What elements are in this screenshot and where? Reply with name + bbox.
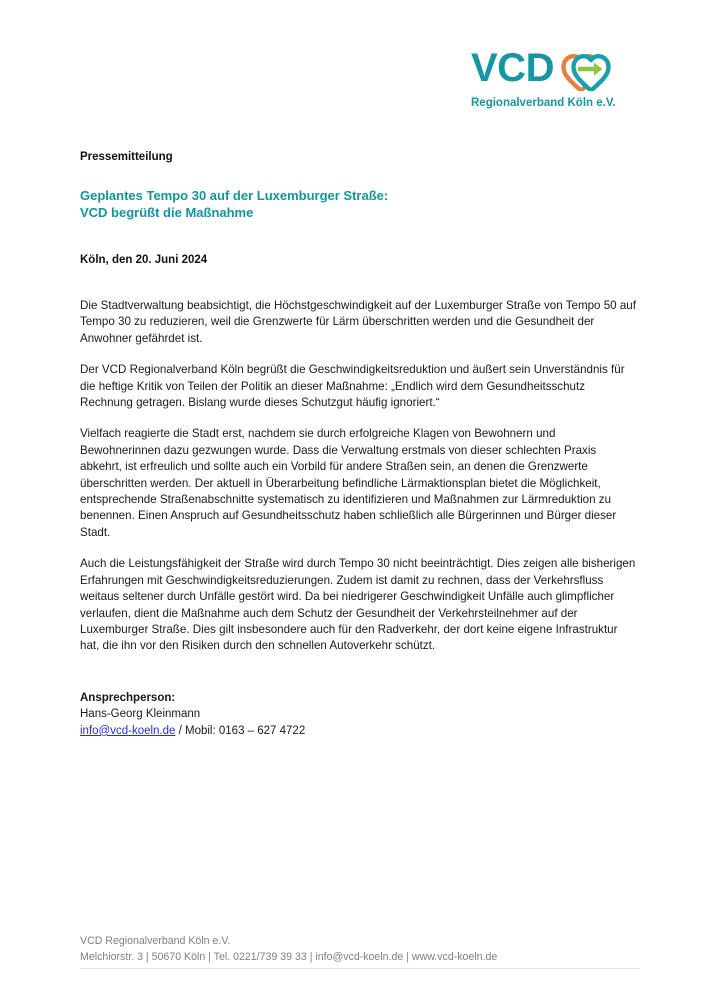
contact-email-line bbox=[80, 723, 500, 739]
page-footer bbox=[80, 934, 640, 965]
body-paragraph-3: Vielfach reagierte die Stadt erst, nachdem sie durch erfolgreiche Klagen von Bewohnern und Bewohnerinnen dazu gezwungen wurde. Dass die Verwaltung erstmals von dieser schlechten Praxis abkehrt, ist erfreulich und sollte auch ein Vorbild für andere Straßen sein, an denen die Grenzwerte überschritten werden. Der aktuell in Überarbeitung befindliche Lärmaktionsplan bietet die Möglichkeit, entsprechende Straßenabschnitte systematisch zu identifizieren und Maßnahmen zur Lärmreduktion zu benennen. Einen Anspruch auf Gesundheitsschutz haben schließlich alle Bürgerinnen und Bürger dieser Stadt. bbox=[80, 427, 617, 539]
body-paragraph-2: Der VCD Regionalverband Köln begrüßt die Geschwindigkeitsreduktion und äußert sein Unverständnis für die heftige Kritik von Teilen der Politik an dieser Maßnahme: „Endlich wird dem Gesundheitsschutz Rechnung getragen. Bislang wurde dieses Schutzgut häufig ignoriert.“ bbox=[80, 363, 625, 410]
contact-email-link[interactable]: info@vcd-koeln.de bbox=[80, 724, 176, 737]
headline-line-2: VCD begrüßt die Maßnahme bbox=[80, 205, 254, 220]
document-body bbox=[80, 150, 638, 655]
vcd-logo-subtitle: Regionalverband Köln e.V. bbox=[471, 97, 616, 109]
footer-address-contact: Melchiorstr. 3 | 50670 Köln | Tel. 0221/739 39 33 | info@vcd-koeln.de | www.vcd-koeln.de bbox=[80, 950, 498, 963]
contact-label: Ansprechperson: bbox=[80, 692, 176, 704]
footer-divider bbox=[80, 968, 640, 969]
contact-phone-text: / Mobil: 0163 – 627 4722 bbox=[175, 724, 306, 737]
contact-block bbox=[80, 690, 500, 739]
vcd-wordmark: VCD bbox=[471, 46, 554, 90]
headline-line-1: Geplantes Tempo 30 auf der Luxemburger Straße: bbox=[80, 188, 389, 203]
page-title bbox=[80, 187, 638, 221]
body-paragraph-4: Auch die Leistungsfähigkeit der Straße wird durch Tempo 30 nicht beeinträchtigt. Dies zeigen alle bisherigen Erfahrungen mit Geschwindigkeitsreduzierungen. Zudem ist damit zu rechnen, dass der Verkehrsfluss weitaus seltener durch Unfälle gestört wird. Da bei niedrigerer Geschwindigkeit Unfälle auch glimpflicher verlaufen, dient die Maßnahme auch dem Schutz der Gesundheit der Verkehrsteilnehmer auf der Luxemburger Straße. Dies gilt insbesondere auch für den Radverkehr, der dort keine eigene Infrastruktur hat, die ihn vor den Risiken durch den schnellen Autoverkehr schützt. bbox=[80, 557, 636, 653]
contact-name: Hans-Georg Kleinmann bbox=[80, 708, 201, 721]
footer-org-name: VCD Regionalverband Köln e.V. bbox=[80, 935, 231, 947]
letterhead bbox=[471, 44, 649, 110]
dateline: Köln, den 20. Juni 2024 bbox=[80, 254, 208, 266]
body-paragraph-1: Die Stadtverwaltung beabsichtigt, die Höchstgeschwindigkeit auf der Luxemburger Straße von Tempo 50 auf Tempo 30 zu reduzieren, weil die Grenzwerte für Lärm überschritten werden und die Gesundheit der Anwohner gefährdet ist. bbox=[80, 299, 636, 345]
two-hearts-with-arrow-icon bbox=[560, 45, 612, 91]
vcd-logo bbox=[471, 44, 649, 92]
document-kicker: Pressemitteilung bbox=[80, 151, 173, 163]
